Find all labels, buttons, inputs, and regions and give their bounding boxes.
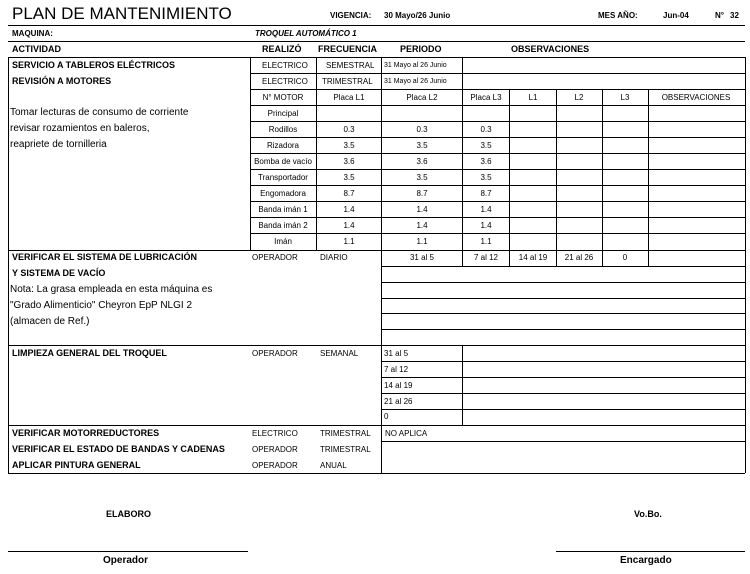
motor-header-placa-l3: Placa L3	[470, 93, 502, 102]
motor-header-l1: L1	[528, 93, 538, 102]
motor-reading-l2: 1.1	[416, 237, 428, 246]
pintura-frecuencia: ANUAL	[320, 461, 347, 470]
section2-realizo: OPERADOR	[252, 253, 298, 262]
task1-realizo: ELECTRICO	[262, 61, 308, 70]
section1-note-line2: revisar rozamientos en baleros,	[10, 123, 150, 134]
motor-reading-l2: 1.4	[416, 221, 428, 230]
section3-period-4: 21 al 26	[384, 397, 413, 406]
section2-period-1: 31 al 5	[409, 253, 435, 262]
task-motorreductores: VERIFICAR MOTORREDUCTORES	[12, 428, 160, 438]
motor-name: Banda imán 1	[258, 205, 308, 214]
number-label: N°	[715, 11, 724, 20]
motor-reading-l1: 3.6	[343, 157, 355, 166]
section2-note-line1: Nota: La grasa empleada en esta máquina es	[10, 284, 213, 295]
vigencia-label: VIGENCIA:	[330, 11, 372, 20]
machine-value: TROQUEL AUTOMÁTICO 1	[255, 29, 357, 38]
motor-reading-l3: 1.4	[480, 205, 492, 214]
motor-row-divider	[250, 169, 745, 170]
motor-row-divider	[250, 121, 745, 122]
motor-row-divider	[250, 233, 745, 234]
motor-name: Engomadora	[260, 189, 306, 198]
task2-periodo: 31 Mayo al 26 Junio	[384, 78, 447, 85]
motorreductores-periodo: NO APLICA	[385, 429, 428, 438]
number-value: 32	[730, 11, 739, 20]
encargado-signature-line	[556, 551, 745, 552]
motor-reading-l1: 3.5	[343, 173, 355, 182]
vigencia-value: 30 Mayo/26 Junio	[384, 11, 451, 20]
column-realizo: REALIZÓ	[262, 44, 302, 54]
section2-period-4: 21 al 26	[564, 253, 594, 262]
motor-header-l3: L3	[620, 93, 630, 102]
motor-reading-l2: 0.3	[416, 125, 428, 134]
task1-periodo: 31 Mayo al 26 Junio	[384, 62, 447, 69]
motor-name: Rodillos	[268, 125, 298, 134]
motor-reading-l3: 0.3	[480, 125, 492, 134]
motor-reading-l2: 3.5	[416, 141, 428, 150]
section1-note-line1: Tomar lecturas de consumo de corriente	[10, 107, 189, 118]
mes-ano-label: MES AÑO:	[598, 11, 638, 20]
motor-header-motor: N° MOTOR	[262, 93, 304, 102]
section3-realizo: OPERADOR	[252, 349, 298, 358]
column-periodo: PERIODO	[400, 44, 442, 54]
section1-note-line3: reapriete de tornilleria	[10, 139, 107, 150]
motor-header-placa-l1: Placa L1	[333, 93, 365, 102]
motor-row-divider	[250, 153, 745, 154]
bandas-frecuencia: TRIMESTRAL	[320, 445, 371, 454]
column-actividad: ACTIVIDAD	[12, 44, 61, 54]
section2-period-2: 7 al 12	[473, 253, 499, 262]
section3-period-3: 14 al 19	[384, 381, 413, 390]
motor-reading-l3: 1.1	[480, 237, 492, 246]
task2-realizo: ELECTRICO	[262, 77, 308, 86]
motor-name: Imán	[274, 237, 292, 246]
motor-reading-l2: 3.6	[416, 157, 428, 166]
motor-name: Principal	[267, 109, 299, 118]
motor-header-placa-l2: Placa L2	[406, 93, 438, 102]
pintura-realizo: OPERADOR	[252, 461, 298, 470]
motor-reading-l3: 1.4	[480, 221, 492, 230]
motor-header-l2: L2	[574, 93, 584, 102]
motor-reading-l1: 3.5	[343, 141, 355, 150]
section2-frecuencia: DIARIO	[320, 253, 348, 262]
section2-period-5: 0	[622, 253, 628, 262]
motor-reading-l1: 1.4	[343, 205, 355, 214]
section3-period-2: 7 al 12	[384, 365, 409, 374]
motorreductores-frecuencia: TRIMESTRAL	[320, 429, 371, 438]
task2-frecuencia: TRIMESTRAL	[322, 77, 373, 86]
motor-reading-l3: 3.6	[480, 157, 492, 166]
task-revision-motores: REVISIÓN A MOTORES	[12, 76, 112, 86]
motor-reading-l3: 8.7	[480, 189, 492, 198]
mes-ano-value: Jun-04	[663, 11, 689, 20]
section3-period-5: 0	[384, 412, 389, 421]
motor-reading-l2: 1.4	[416, 205, 428, 214]
motor-row-divider	[250, 217, 745, 218]
encargado-label: Encargado	[620, 555, 672, 566]
section3-title: LIMPIEZA GENERAL DEL TROQUEL	[12, 348, 167, 358]
section2-note-line3: (almacen de Ref.)	[10, 316, 90, 327]
motor-name: Banda imán 2	[258, 221, 308, 230]
section2-note-line2: "Grado Alimenticio" Cheyron EpP NLGI 2	[10, 300, 193, 311]
vobo-label: Vo.Bo.	[634, 509, 662, 519]
section3-frecuencia: SEMANAL	[320, 349, 359, 358]
motor-reading-l1: 0.3	[343, 125, 355, 134]
task-bandas-cadenas: VERIFICAR EL ESTADO DE BANDAS Y CADENAS	[12, 444, 225, 454]
motor-reading-l3: 3.5	[480, 141, 492, 150]
motor-name: Transportador	[258, 173, 308, 182]
column-observaciones: OBSERVACIONES	[511, 44, 590, 54]
bandas-realizo: OPERADOR	[252, 445, 298, 454]
task-pintura: APLICAR PINTURA GENERAL	[12, 460, 141, 470]
motor-row-divider	[250, 137, 745, 138]
operador-label: Operador	[103, 555, 149, 566]
column-frecuencia: FRECUENCIA	[318, 44, 378, 54]
motor-reading-l2: 8.7	[416, 189, 428, 198]
motor-name: Rizadora	[266, 141, 300, 150]
motor-reading-l1: 1.4	[343, 221, 355, 230]
motor-reading-l1: 8.7	[343, 189, 355, 198]
operador-signature-line	[8, 551, 248, 552]
elaboro-label: ELABORO	[106, 509, 151, 519]
section2-subtitle: Y SISTEMA DE VACÍO	[12, 268, 106, 278]
motor-reading-l1: 1.1	[343, 237, 355, 246]
motorreductores-realizo: ELECTRICO	[252, 429, 298, 438]
section3-period-1: 31 al 5	[384, 349, 409, 358]
machine-label: MAQUINA:	[12, 29, 53, 38]
task-servicio-tableros: SERVICIO A TABLEROS ELÉCTRICOS	[12, 60, 176, 70]
motor-row-divider	[250, 201, 745, 202]
page-title: PLAN DE MANTENIMIENTO	[12, 4, 232, 23]
motor-header-observaciones: OBSERVACIONES	[661, 93, 731, 102]
motor-row-divider	[250, 185, 745, 186]
motor-name: Bomba de vacío	[254, 157, 312, 166]
task1-frecuencia: SEMESTRAL	[326, 61, 375, 70]
motor-reading-l3: 3.5	[480, 173, 492, 182]
section2-title: VERIFICAR EL SISTEMA DE LUBRICACIÓN	[12, 252, 198, 262]
motor-reading-l2: 3.5	[416, 173, 428, 182]
section2-period-3: 14 al 19	[518, 253, 548, 262]
